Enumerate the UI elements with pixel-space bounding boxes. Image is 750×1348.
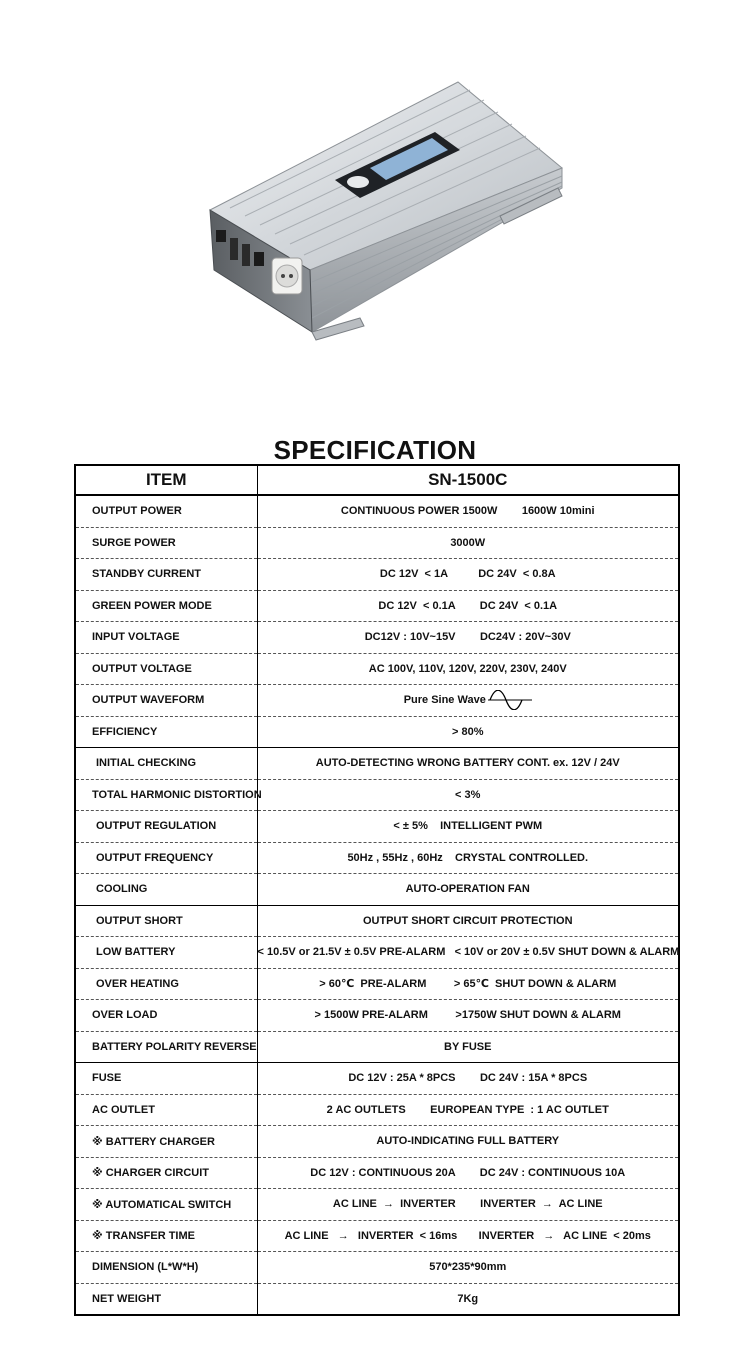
row-value: AUTO-DETECTING WRONG BATTERY CONT. ex. 12V / 24V (257, 748, 679, 780)
row-label: OUTPUT VOLTAGE (75, 653, 257, 685)
row-label: OVER LOAD (75, 1000, 257, 1032)
row-value: OUTPUT SHORT CIRCUIT PROTECTION (257, 905, 679, 937)
row-label: DIMENSION (L*W*H) (75, 1252, 257, 1284)
table-row (75, 968, 679, 1000)
row-value: 7Kg (457, 1292, 479, 1305)
sine-wave-icon (488, 690, 532, 710)
row-label: ※ AUTOMATICAL SWITCH (75, 1189, 257, 1221)
table-row (75, 1283, 679, 1315)
table-header-row (75, 465, 679, 495)
row-label: FUSE (75, 1063, 257, 1095)
row-label: COOLING (75, 874, 257, 906)
row-label: TOTAL HARMONIC DISTORTION (75, 779, 257, 811)
row-label: ※ CHARGER CIRCUIT (75, 1157, 257, 1189)
row-label: EFFICIENCY (75, 716, 257, 748)
inverter-product-image (200, 70, 570, 350)
specification-table (74, 464, 680, 1316)
table-row (75, 1220, 679, 1252)
row-value: AUTO-OPERATION FAN (257, 874, 679, 906)
table-row (75, 1031, 679, 1063)
row-value: < ± 5% INTELLIGENT PWM (257, 811, 679, 843)
header-model: SN-1500C (257, 465, 679, 495)
row-value: Pure Sine Wave (403, 694, 486, 707)
row-value: 50Hz , 55Hz , 60Hz CRYSTAL CONTROLLED. (257, 842, 679, 874)
row-value: DC 12V < 0.1A DC 24V < 0.1A (257, 590, 679, 622)
row-label: STANDBY CURRENT (75, 559, 257, 591)
row-label: ※ TRANSFER TIME (75, 1220, 257, 1252)
table-row (75, 748, 679, 780)
row-value: < 10.5V or 21.5V ± 0.5V PRE-ALARM < 10V or 20V ± 0.5V SHUT DOWN & ALARM (257, 937, 679, 969)
table-row (75, 1094, 679, 1126)
row-label: BATTERY POLARITY REVERSE (75, 1031, 257, 1063)
row-label: OUTPUT WAVEFORM (75, 685, 257, 717)
row-value: BY FUSE (257, 1031, 679, 1063)
table-row (75, 495, 679, 527)
table-row (75, 1000, 679, 1032)
row-value: CONTINUOUS POWER 1500W 1600W 10mini (257, 495, 679, 527)
row-label: OUTPUT REGULATION (75, 811, 257, 843)
row-value: 2 AC OUTLETS EUROPEAN TYPE : 1 AC OUTLET (257, 1094, 679, 1126)
table-row (75, 559, 679, 591)
row-value: > 60℃ PRE-ALARM > 65℃ SHUT DOWN & ALARM (257, 968, 679, 1000)
table-row (75, 811, 679, 843)
row-label: ※ BATTERY CHARGER (75, 1126, 257, 1158)
table-row (75, 874, 679, 906)
row-value: DC 12V : CONTINUOUS 20A DC 24V : CONTINUOUS 10A (257, 1157, 679, 1189)
row-label: LOW BATTERY (75, 937, 257, 969)
table-row (75, 1189, 679, 1221)
table-row (75, 1126, 679, 1158)
table-row (75, 1063, 679, 1095)
row-label: OUTPUT POWER (75, 495, 257, 527)
row-label: OVER HEATING (75, 968, 257, 1000)
row-value: 570*235*90mm (257, 1252, 679, 1284)
row-value: AC LINE → INVERTER < 16ms INVERTER → AC LINE < 20ms (257, 1220, 679, 1252)
row-label: OUTPUT FREQUENCY (75, 842, 257, 874)
row-label: INPUT VOLTAGE (75, 622, 257, 654)
table-row (75, 1157, 679, 1189)
row-value-cell (257, 685, 679, 717)
row-label: OUTPUT SHORT (75, 905, 257, 937)
row-label: INITIAL CHECKING (75, 748, 257, 780)
row-label: SURGE POWER (75, 527, 257, 559)
row-label: AC OUTLET (75, 1094, 257, 1126)
table-row (75, 653, 679, 685)
table-row (75, 622, 679, 654)
table-row (75, 685, 679, 717)
table-row (75, 905, 679, 937)
row-value: DC12V : 10V~15V DC24V : 20V~30V (257, 622, 679, 654)
table-row (75, 527, 679, 559)
row-value: > 1500W PRE-ALARM >1750W SHUT DOWN & ALARM (257, 1000, 679, 1032)
table-row (75, 779, 679, 811)
row-value: > 80% (257, 716, 679, 748)
row-value: AC 100V, 110V, 120V, 220V, 230V, 240V (257, 653, 679, 685)
table-row (75, 716, 679, 748)
row-value: 3000W (257, 527, 679, 559)
table-row (75, 1252, 679, 1284)
row-value: DC 12V < 1A DC 24V < 0.8A (257, 559, 679, 591)
row-label: GREEN POWER MODE (75, 590, 257, 622)
row-label: NET WEIGHT (75, 1283, 257, 1315)
table-row (75, 937, 679, 969)
row-value: < 3% (257, 779, 679, 811)
row-value: AC LINE → INVERTER INVERTER → AC LINE (257, 1189, 679, 1221)
header-item: ITEM (75, 465, 257, 495)
table-row (75, 842, 679, 874)
page-title: SPECIFICATION (273, 435, 477, 465)
table-row (75, 590, 679, 622)
row-value: DC 12V : 25A * 8PCS DC 24V : 15A * 8PCS (257, 1063, 679, 1095)
row-value: AUTO-INDICATING FULL BATTERY (257, 1126, 679, 1158)
